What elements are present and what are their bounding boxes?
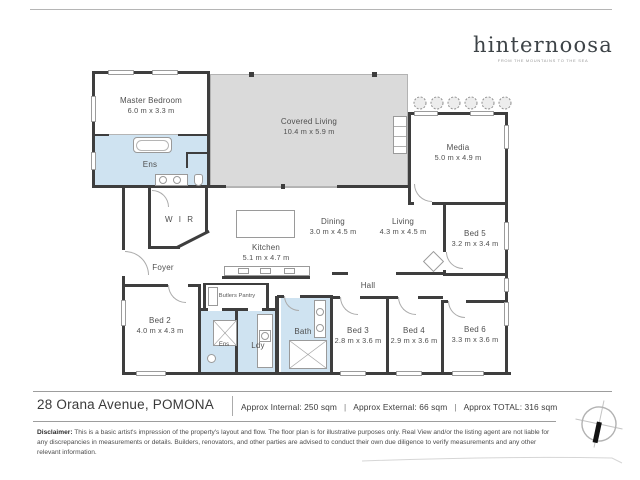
bath-vanity-icon [314,300,326,338]
door-opening [248,308,262,311]
washer-drum-icon [261,332,269,340]
approx-internal: Approx Internal: 250 sqm [241,402,337,412]
wall-segment [176,230,209,249]
window [340,371,366,376]
property-address: 28 Orana Avenue, POMONA [37,397,214,412]
sink-icon [173,176,181,184]
approx-external: Approx External: 66 sqm [353,402,448,412]
post [249,72,254,77]
post [372,72,377,77]
window [108,70,134,75]
window [504,222,509,250]
approx-total: Approx TOTAL: 316 sqm [463,402,558,412]
footer-divider-bottom [33,421,556,422]
window [396,371,422,376]
room-label-covered-living: Covered Living 10.4 m x 5.9 m [280,117,338,136]
room-label-bed3: Bed 3 2.8 m x 3.6 m [334,326,382,345]
post [281,184,285,189]
window [452,371,484,376]
robe-line [109,134,178,135]
toilet-icon [194,174,203,186]
room-label-laundry: Ldy [251,341,265,350]
footer-divider-top [33,391,612,392]
wall-segment [337,185,408,188]
room-label-kitchen: Kitchen 5.1 m x 4.7 m [242,243,290,262]
window [121,300,126,326]
brand-name: hinternoosa [473,33,613,57]
wall-segment [186,152,188,168]
room-label-bath: Bath [294,327,312,336]
pantry-shelf-icon [208,287,218,306]
door-arc [414,184,432,202]
wall-segment [92,185,210,188]
wall-segment [332,272,348,275]
decorative-line [360,452,630,466]
entry-door-arc [125,251,149,275]
room-label-bed6: Bed 6 3.3 m x 3.6 m [451,325,499,344]
wall-segment [266,283,269,310]
window [470,111,494,116]
disclaimer-label: Disclaimer: [37,429,73,436]
door-opening [208,308,222,311]
wall-segment [122,185,125,375]
sink-icon [260,268,271,274]
wall-segment [148,246,180,249]
room-label-ensuite2: Ens [218,342,230,348]
kitchen-island-icon [236,210,295,238]
window [136,371,166,376]
approx-measurements [241,402,557,412]
compass-north-icon [570,396,628,458]
wall-segment [386,296,389,375]
separator: | [454,402,457,412]
door-opening [414,202,432,205]
wall-segment [443,273,508,276]
room-label-media: Media 5.0 m x 4.9 m [434,143,482,162]
sink-icon [159,176,167,184]
cooktop-icon [238,268,249,274]
room-label-master-bedroom: Master Bedroom 6.0 m x 3.3 m [120,96,182,115]
wall-segment [198,284,201,375]
wall-segment [408,112,411,205]
window [504,278,509,292]
room-label-ensuite: Ens [142,160,158,169]
window [414,111,438,116]
room-label-foyer: Foyer [152,263,174,272]
room-label-bed2: Bed 2 4.0 m x 4.3 m [136,316,184,335]
address-divider [232,396,233,416]
outdoor-kitchen-icon [393,116,407,154]
wall-segment [203,283,269,285]
sink-icon [316,324,324,332]
window [91,152,96,170]
toilet-icon [207,354,216,363]
door-arc [446,252,463,269]
wall-segment [95,134,109,136]
room-label-bed5: Bed 5 3.2 m x 3.4 m [451,229,499,248]
room-label-hall: Hall [360,281,376,290]
sink-icon [316,308,324,316]
window [504,302,509,326]
wall-segment [222,276,310,279]
room-label-living: Living 4.3 m x 4.5 m [379,217,427,236]
door-arc [340,297,358,315]
wall-segment [330,296,333,375]
wall-segment [178,134,207,136]
wall-segment [92,71,95,188]
bathtub-shower-icon [289,340,327,369]
room-label-butlers-pantry: Butlers Pantry [218,293,256,299]
appliance-icon [284,268,295,274]
wall-segment [186,152,207,154]
wall-segment [207,71,210,188]
wall-segment [441,300,444,375]
wall-segment [396,272,443,275]
window [91,96,96,122]
window [152,70,178,75]
brand-tagline: FROM THE MOUNTAINS TO THE SEA [497,58,589,63]
disclaimer-text: Disclaimer: This is a basic artist's impression of the property's layout and flow. The floor plan is for illustrative purposes only. Real View and/or the listing agent are not liable for any discrepancies in measurements or details. Builders, renovators, and other parties are advised to conduct their own due diligence to verify measurements and any other relevant information. [37,429,550,457]
bathtub-icon [133,137,172,153]
door-arc [448,301,465,318]
wall-segment [203,283,206,310]
room-label-wir: W I R [165,215,195,224]
wall-segment [205,188,208,233]
room-label-dining: Dining 3.0 m x 4.5 m [309,217,357,236]
door-arc [152,190,169,207]
wall-segment [148,188,151,248]
wall-segment [210,185,226,188]
door-arc [168,285,186,303]
separator: | [343,402,347,412]
wall-segment [275,296,279,375]
wall-segment [122,284,201,287]
decor-diamond [423,251,444,272]
door-arc [398,297,416,315]
window [504,125,509,149]
room-label-bed4: Bed 4 2.9 m x 3.6 m [390,326,438,345]
